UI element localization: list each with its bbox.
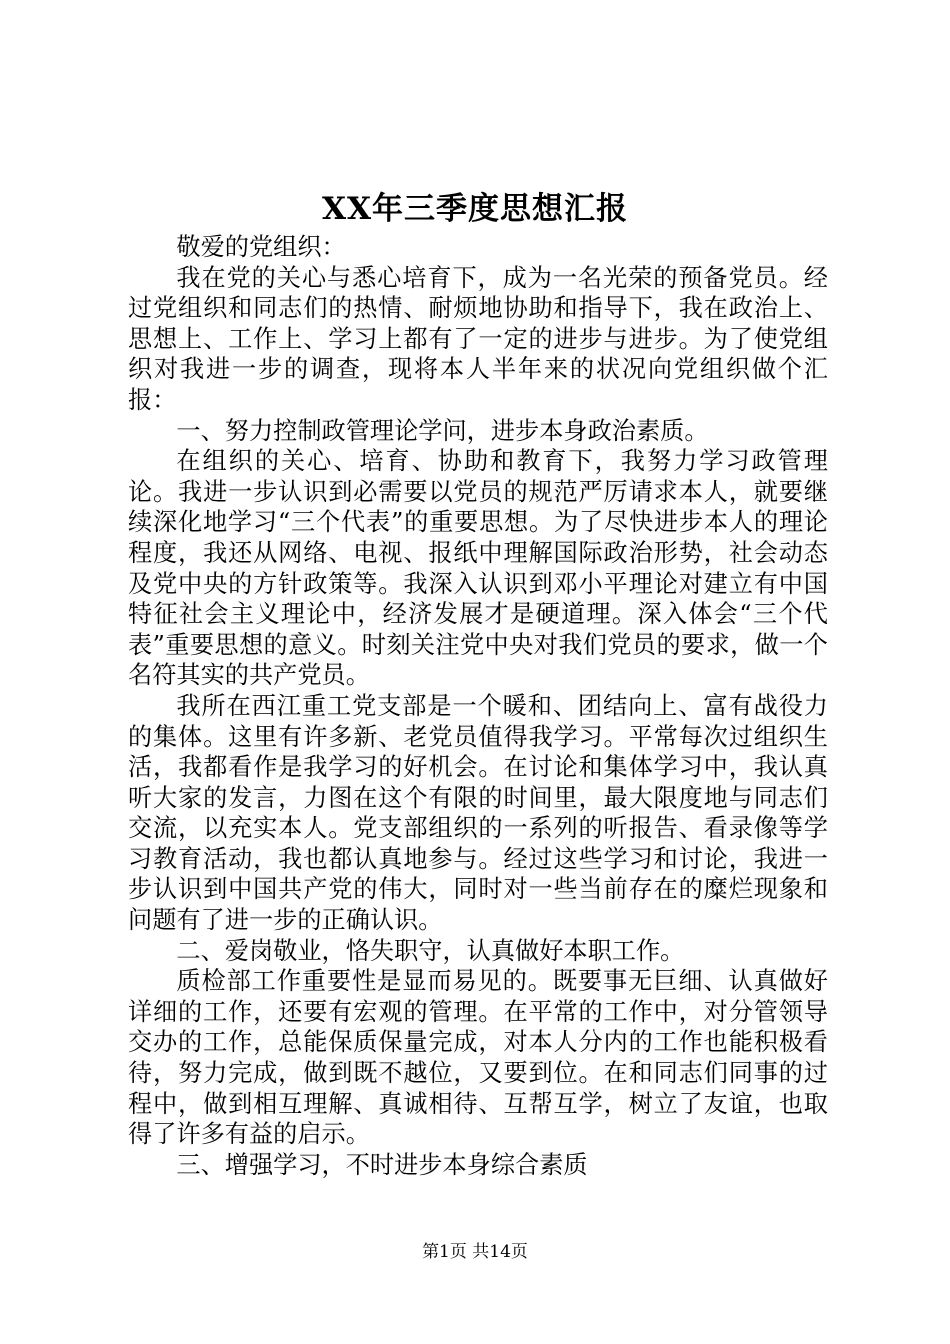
page-number-footer: 第1页 共14页 xyxy=(422,1242,528,1262)
paragraph-intro: 我在党的关心与悉心培育下，成为一名光荣的预备党员。经过党组织和同志们的热情、耐烦地协助和指导下，我在政治上、思想上、工作上、学习上都有了一定的进步与进步。为了使党组织对我进一步的调查，现将本人半年来的状况向党组织做个汇报： xyxy=(128,263,828,414)
document-title: XX年三季度思想汇报 xyxy=(321,191,629,227)
section-heading-2: 二、爱岗敬业，恪失职守，认真做好本职工作。 xyxy=(176,936,685,965)
paragraph-party-branch: 我所在西江重工党支部是一个暖和、团结向上、富有战役力的集体。这里有许多新、老党员值得我学习。平常每次过组织生活，我都看作是我学习的好机会。在讨论和集体学习中，我认真听大家的发言，力图在这个有限的时间里，最大限度地与同志们交流，以充实本人。党支部组织的一系列的听报告、看录像等学习教育活动，我也都认真地参与。经过这些学习和讨论，我进一步认识到中国共产党的伟大，同时对一些当前存在的糜烂现象和问题有了进一步的正确认识。 xyxy=(128,691,828,935)
paragraph-theory-study: 在组织的关心、培育、协助和教育下，我努力学习政管理论。我进一步认识到必需要以党员的规范严厉请求本人，就要继续深化地学习“三个代表”的重要思想。为了尽快进步本人的理论程度，我还从网络、电视、报纸中理解国际政治形势，社会动态及党中央的方针政策等。我深入认识到邓小平理论对建立有中国特征社会主义理论中，经济发展才是硬道理。深入体会“三个代表”重要思想的意义。时刻关注党中央对我们党员的要求，做一个名符其实的共产党员。 xyxy=(128,447,828,690)
document-body xyxy=(128,232,828,1180)
paragraph-work: 质检部工作重要性是显而易见的。既要事无巨细、认真做好详细的工作，还要有宏观的管理。在平常的工作中，对分管领导交办的工作，总能保质保量完成，对本人分内的工作也能积极看待，努力完成，做到既不越位，又要到位。在和同志们同事的过程中，做到相互理解、真诚相待、互帮互学，树立了友谊，也取得了许多有益的启示。 xyxy=(128,967,828,1149)
salutation: 敬爱的党组织： xyxy=(176,233,346,261)
section-heading-3: 三、增强学习，不时进步本身综合素质 xyxy=(176,1150,588,1179)
section-heading-1: 一、努力控制政管理论学问，进步本身政治素质。 xyxy=(176,416,709,445)
